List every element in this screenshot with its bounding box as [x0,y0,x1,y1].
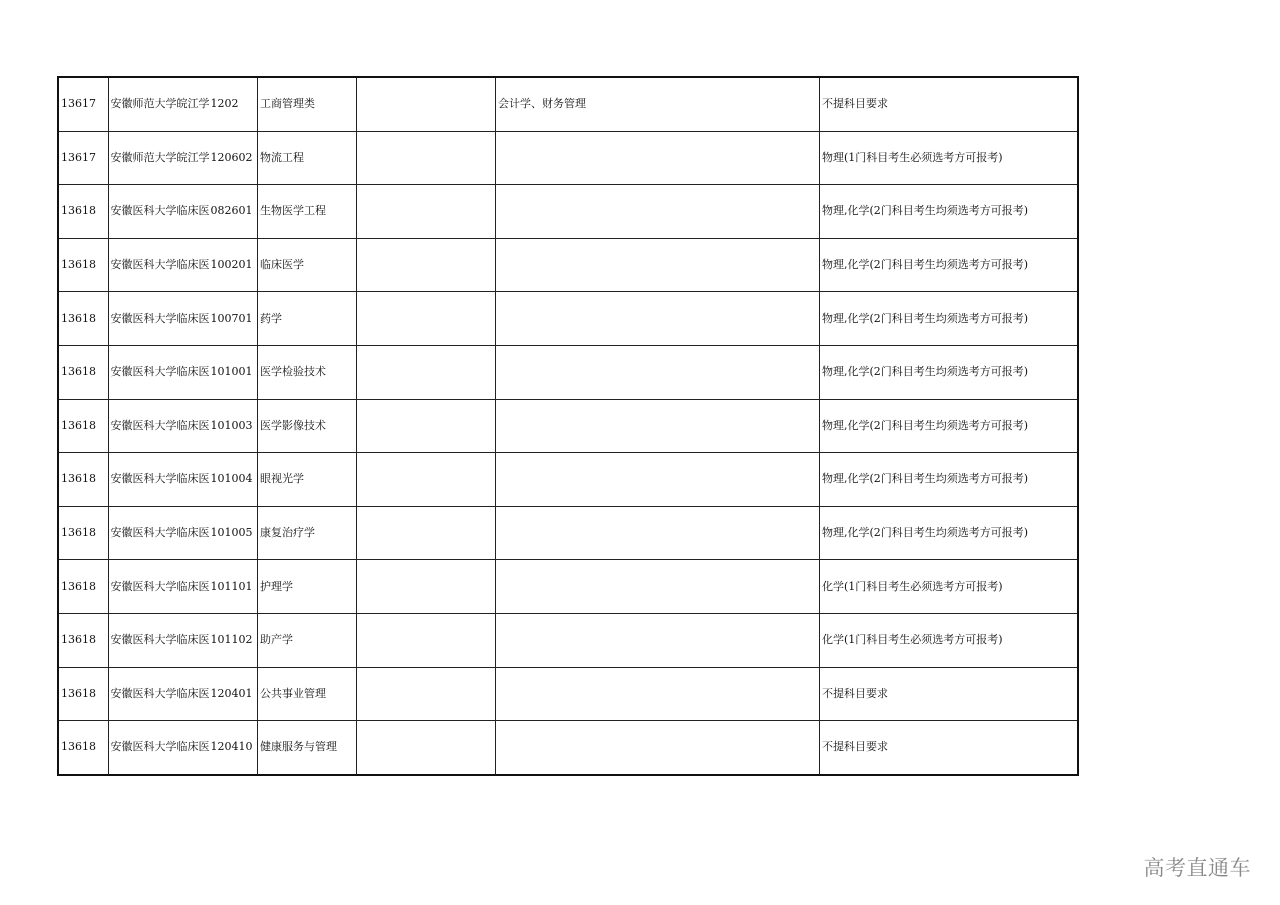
major-code-cell: 100701 [210,292,258,346]
institution-name-cell: 安徽医科大学临床医 [108,453,210,507]
major-name-cell: 工商管理类 [258,77,357,131]
institution-code-cell: 13618 [58,506,108,560]
table-row [58,131,1078,185]
institution-name-cell: 安徽医科大学临床医 [108,667,210,721]
blank-cell [357,667,496,721]
subject-requirement-cell: 物理,化学(2门科目考生均须选考方可报考) [820,185,1078,239]
subject-requirement-cell: 物理(1门科目考生必须选考方可报考) [820,131,1078,185]
institution-name-cell: 安徽医科大学临床医 [108,560,210,614]
table-row [58,77,1078,131]
subject-requirement-cell: 不提科目要求 [820,721,1078,775]
major-name-cell: 护理学 [258,560,357,614]
included-majors-cell [496,131,820,185]
watermark-text: 高考直通车 [1143,856,1251,880]
table-body [58,77,1078,775]
subject-requirement-cell: 物理,化学(2门科目考生均须选考方可报考) [820,399,1078,453]
included-majors-cell [496,506,820,560]
major-name-cell: 眼视光学 [258,453,357,507]
table-row [58,453,1078,507]
blank-cell [357,345,496,399]
major-name-cell: 公共事业管理 [258,667,357,721]
table-row [58,721,1078,775]
blank-cell [357,506,496,560]
institution-code-cell: 13617 [58,77,108,131]
institution-code-cell: 13618 [58,292,108,346]
major-code-cell: 101102 [210,613,258,667]
blank-cell [357,399,496,453]
table-row [58,238,1078,292]
major-code-cell: 1202 [210,77,258,131]
major-code-cell: 120401 [210,667,258,721]
blank-cell [357,238,496,292]
major-code-cell: 100201 [210,238,258,292]
included-majors-cell [496,667,820,721]
institution-code-cell: 13618 [58,345,108,399]
major-code-cell: 120602 [210,131,258,185]
subject-requirement-cell: 化学(1门科目考生必须选考方可报考) [820,613,1078,667]
table-row [58,292,1078,346]
institution-name-cell: 安徽医科大学临床医 [108,292,210,346]
subject-requirement-cell: 物理,化学(2门科目考生均须选考方可报考) [820,506,1078,560]
major-name-cell: 助产学 [258,613,357,667]
included-majors-cell [496,292,820,346]
blank-cell [357,292,496,346]
subject-requirement-cell: 化学(1门科目考生必须选考方可报考) [820,560,1078,614]
major-name-cell: 健康服务与管理 [258,721,357,775]
table-row [58,560,1078,614]
included-majors-cell [496,613,820,667]
major-name-cell: 药学 [258,292,357,346]
included-majors-cell [496,238,820,292]
table-row [58,667,1078,721]
major-code-cell: 082601 [210,185,258,239]
subject-requirement-cell: 不提科目要求 [820,77,1078,131]
institution-name-cell: 安徽医科大学临床医 [108,238,210,292]
institution-name-cell: 安徽医科大学临床医 [108,399,210,453]
subject-requirement-cell: 物理,化学(2门科目考生均须选考方可报考) [820,453,1078,507]
included-majors-cell [496,345,820,399]
included-majors-cell [496,399,820,453]
table-row [58,613,1078,667]
institution-code-cell: 13617 [58,131,108,185]
major-code-cell: 101003 [210,399,258,453]
blank-cell [357,721,496,775]
major-code-cell: 120410 [210,721,258,775]
institution-name-cell: 安徽师范大学皖江学 [108,131,210,185]
major-name-cell: 临床医学 [258,238,357,292]
included-majors-cell [496,560,820,614]
included-majors-cell [496,721,820,775]
major-name-cell: 康复治疗学 [258,506,357,560]
institution-name-cell: 安徽医科大学临床医 [108,613,210,667]
blank-cell [357,77,496,131]
major-code-cell: 101101 [210,560,258,614]
included-majors-cell: 会计学、财务管理 [496,77,820,131]
blank-cell [357,185,496,239]
major-name-cell: 物流工程 [258,131,357,185]
subject-requirement-cell: 物理,化学(2门科目考生均须选考方可报考) [820,345,1078,399]
major-code-cell: 101005 [210,506,258,560]
major-name-cell: 医学检验技术 [258,345,357,399]
major-code-cell: 101001 [210,345,258,399]
subject-requirement-cell: 物理,化学(2门科目考生均须选考方可报考) [820,238,1078,292]
major-name-cell: 生物医学工程 [258,185,357,239]
blank-cell [357,453,496,507]
included-majors-cell [496,453,820,507]
blank-cell [357,560,496,614]
blank-cell [357,131,496,185]
institution-code-cell: 13618 [58,560,108,614]
table-row [58,399,1078,453]
included-majors-cell [496,185,820,239]
institution-name-cell: 安徽师范大学皖江学 [108,77,210,131]
institution-code-cell: 13618 [58,667,108,721]
institution-name-cell: 安徽医科大学临床医 [108,721,210,775]
subject-requirement-cell: 不提科目要求 [820,667,1078,721]
institution-code-cell: 13618 [58,185,108,239]
institution-code-cell: 13618 [58,399,108,453]
subject-requirement-cell: 物理,化学(2门科目考生均须选考方可报考) [820,292,1078,346]
institution-code-cell: 13618 [58,613,108,667]
table-row [58,345,1078,399]
blank-cell [357,613,496,667]
major-name-cell: 医学影像技术 [258,399,357,453]
institution-name-cell: 安徽医科大学临床医 [108,345,210,399]
requirements-table [57,76,1079,776]
table-row [58,506,1078,560]
institution-name-cell: 安徽医科大学临床医 [108,506,210,560]
table-row [58,185,1078,239]
institution-code-cell: 13618 [58,721,108,775]
major-code-cell: 101004 [210,453,258,507]
institution-code-cell: 13618 [58,453,108,507]
institution-code-cell: 13618 [58,238,108,292]
institution-name-cell: 安徽医科大学临床医 [108,185,210,239]
